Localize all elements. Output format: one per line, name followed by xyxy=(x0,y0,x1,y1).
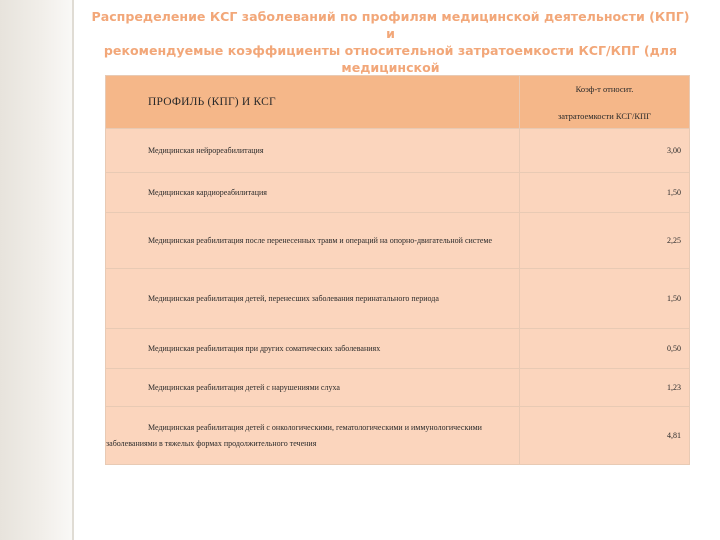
ksg-coefficients-table xyxy=(105,75,689,465)
header-coefficient-cell xyxy=(520,76,690,129)
row-coefficient-value: 1,23 xyxy=(520,369,690,407)
row-coefficient-value: 1,50 xyxy=(520,173,690,213)
header-coefficient-line-1: Коэф-т относит. xyxy=(575,84,634,94)
row-coefficient-value: 1,50 xyxy=(520,269,690,329)
title-line-1: Распределение КСГ заболеваний по профилям медицинской деятельности (КПГ) и xyxy=(91,9,690,41)
row-profile-name: Медицинская нейрореабилитация xyxy=(148,145,264,155)
decorative-left-bar xyxy=(0,0,74,540)
header-profile-cell xyxy=(106,76,520,129)
table-header-row xyxy=(106,76,690,129)
table-row xyxy=(106,369,690,407)
row-profile-name: Медицинская реабилитация детей с нарушениями слуха xyxy=(148,382,340,392)
table-row xyxy=(106,407,690,465)
row-profile-name: Медицинская кардиореабилитация xyxy=(148,187,267,197)
row-profile-name: Медицинская реабилитация после перенесенных травм и операций на опорно-двигательной системе xyxy=(148,235,492,245)
table-row xyxy=(106,173,690,213)
row-coefficient-value: 4,81 xyxy=(520,407,690,465)
header-coefficient-line-2: затратоемкости КСГ/КПГ xyxy=(557,111,652,121)
table-row xyxy=(106,269,690,329)
table-row xyxy=(106,129,690,173)
row-coefficient-value: 3,00 xyxy=(520,129,690,173)
header-profile-label: ПРОФИЛЬ (КПГ) И КСГ xyxy=(148,96,276,108)
table-row xyxy=(106,213,690,269)
table-row xyxy=(106,329,690,369)
row-profile-name: Медицинская реабилитация при других соматических заболеваниях xyxy=(148,343,381,353)
row-profile-name: Медицинская реабилитация детей, перенесших заболевания перинатального периода xyxy=(148,293,439,303)
row-coefficient-value: 2,25 xyxy=(520,213,690,269)
row-profile-name: Медицинская реабилитация детей с онкологическими, гематологическими и иммунологическими заболеваниями в тяжелых формах продолжительного течения xyxy=(106,422,482,448)
row-coefficient-value: 0,50 xyxy=(520,329,690,369)
title-line-2: рекомендуемые коэффициенты относительной затратоемкости КСГ/КПГ (для медицинской xyxy=(103,43,678,75)
